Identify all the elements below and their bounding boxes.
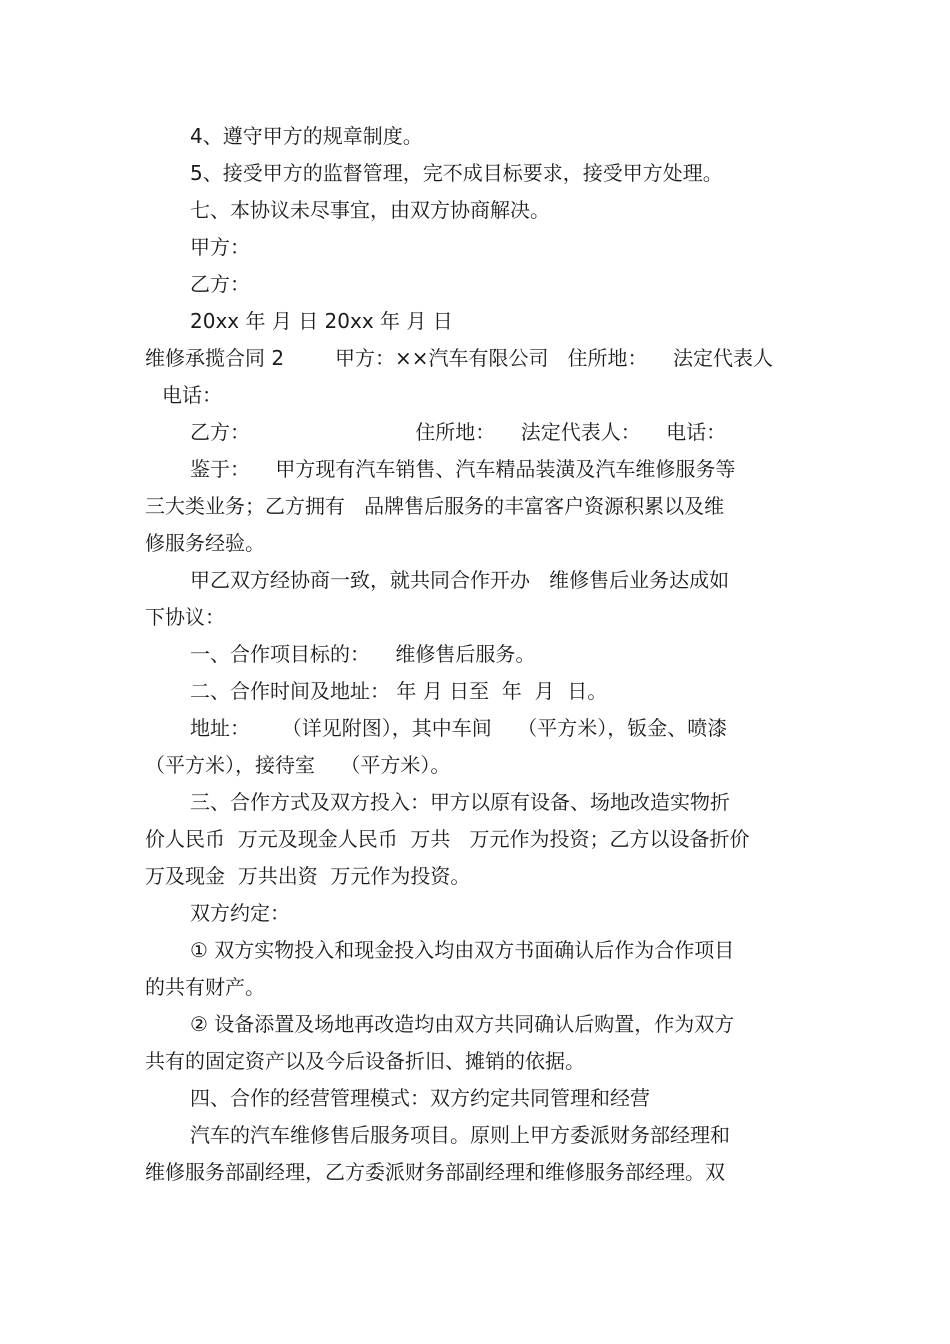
text-line: 双方约定： (190, 901, 290, 925)
document-page (145, 118, 807, 1191)
text-line: 价人民币 万元及现金人民币 万共 万元作为投资；乙方以设备折价 (145, 827, 750, 851)
text-line: 下协议： (145, 605, 225, 629)
text-line: （平方米），接待室 （平方米）。 (145, 753, 451, 777)
text-line: 地址： （详见附图），其中车间 （平方米），钣金、喷漆 (190, 716, 728, 740)
text-line: 4、遵守甲方的规章制度。 (190, 124, 423, 148)
text-line: 七、本协议未尽事宜，由双方协商解决。 (190, 198, 550, 222)
text-line: 四、合作的经营管理模式：双方约定共同管理和经营 (190, 1086, 650, 1110)
text-line: ① 双方实物投入和现金投入均由双方书面确认后作为合作项目 (190, 938, 735, 962)
text-line: 20xx 年 月 日 20xx 年 月 日 (190, 309, 453, 333)
text-line: 共有的固定资产以及今后设备折旧、摊销的依据。 (145, 1049, 585, 1073)
text-line: 的共有财产。 (145, 975, 265, 999)
text-line: 三大类业务；乙方拥有 品牌售后服务的丰富客户资源积累以及维 (145, 494, 725, 518)
text-line: 鉴于： 甲方现有汽车销售、汽车精品装潢及汽车维修服务等 (190, 457, 736, 481)
text-line: 修服务经验。 (145, 531, 265, 555)
text-line: 甲乙双方经协商一致，就共同合作开办 维修售后业务达成如 (190, 568, 730, 592)
text-line: 乙方： 住所地： 法定代表人： 电话： (190, 420, 727, 444)
text-line: 维修服务部副经理，乙方委派财务部副经理和维修服务部经理。双 (145, 1160, 725, 1184)
text-line: 维修承揽合同 2 甲方：××汽车有限公司 住所地： 法定代表人 (145, 346, 773, 370)
text-line: 甲方： (190, 235, 250, 259)
text-line: 万及现金 万共出资 万元作为投资。 (145, 864, 471, 888)
text-line: 一、合作项目标的： 维修售后服务。 (190, 642, 536, 666)
text-line: ② 设备添置及场地再改造均由双方共同确认后购置，作为双方 (190, 1012, 735, 1036)
text-line: 电话： (162, 383, 222, 407)
text-line: 三、合作方式及双方投入：甲方以原有设备、场地改造实物折 (190, 790, 730, 814)
text-line: 5、接受甲方的监督管理，完不成目标要求，接受甲方处理。 (190, 161, 723, 185)
text-line: 乙方： (190, 272, 250, 296)
text-line: 二、合作时间及地址： 年 月 日至 年 月 日。 (190, 679, 608, 703)
text-line: 汽车的汽车维修售后服务项目。原则上甲方委派财务部经理和 (190, 1123, 730, 1147)
